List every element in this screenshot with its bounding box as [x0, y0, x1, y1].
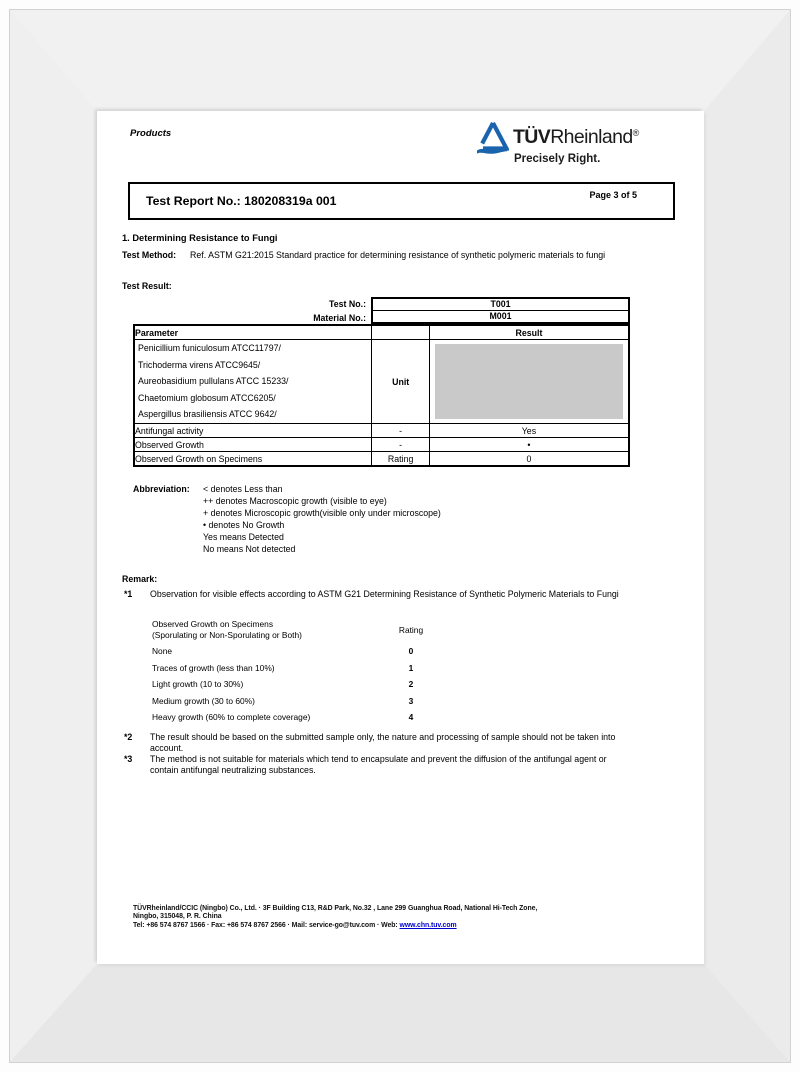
test-result-label: Test Result: [122, 281, 172, 291]
row-parameter: Observed Growth [134, 438, 372, 452]
result-header: Result [429, 325, 629, 340]
row-unit: Rating [372, 452, 429, 467]
material-no-row [133, 311, 630, 325]
parameter-result-table [133, 324, 630, 467]
footer-line-2: Ningbo, 315048, P. R. China [133, 913, 222, 921]
products-label: Products [130, 128, 172, 139]
abbreviation-line: Yes means Detected [203, 531, 284, 542]
footer-contact: Tel: +86 574 8767 1566 · Fax: +86 574 8767 2566 · Mail: service-go@tuv.com · Web: [133, 921, 400, 929]
test-report-page [97, 111, 704, 964]
rating-table-header [152, 619, 452, 640]
rating-row-value: 1 [408, 662, 414, 673]
test-method-text: Ref. ASTM G21:2015 Standard practice for determining resistance of synthetic polymeric materials to fungi [190, 250, 606, 260]
organism-3: Aureobasidium pullulans ATCC 15233/ [138, 376, 289, 387]
report-number: Test Report No.: 180208319a 001 [146, 194, 337, 208]
result-table [133, 297, 630, 467]
footer-address [133, 905, 537, 930]
picture-frame [10, 10, 790, 1062]
rating-row-label: Light growth (10 to 30%) [152, 679, 244, 690]
row-parameter: Antifungal activity [134, 424, 372, 438]
parameter-header: Parameter [134, 325, 372, 340]
table-row [134, 452, 629, 467]
remark-2-text: The result should be based on the submitted sample only, the nature and processing of sample should not be taken into account. [150, 732, 616, 753]
tuv-rheinland-logo [475, 116, 699, 178]
brand-rheinland: Rheinland [550, 126, 633, 148]
brand-wordmark [513, 126, 639, 149]
footer-line-1: TÜVRheinland/CCIC (Ningbo) Co., Ltd. · 3F Building C13, R&D Park, No.32 , Lane 299 Guanghua Road, National Hi-Tech Zone, [133, 905, 538, 912]
footer-line-3 [133, 922, 537, 930]
table-header-row [134, 325, 629, 340]
abbreviation-list [203, 484, 441, 555]
test-method-label: Test Method: [122, 250, 177, 260]
remark-1-text: Observation for visible effects according to ASTM G21 Determining Resistance of Synthetic Polymeric Materials to Fungi [150, 589, 619, 599]
brand-tagline: Precisely Right. [514, 153, 601, 165]
section-heading: 1. Determining Resistance to Fungi [122, 233, 278, 243]
rating-row [152, 676, 452, 692]
abbreviation-line: < denotes Less than [203, 484, 283, 494]
organism-2: Trichoderma virens ATCC9645/ [138, 359, 261, 370]
row-parameter: Observed Growth on Specimens [134, 452, 372, 467]
redaction-box [435, 344, 623, 419]
unit-header-empty [372, 325, 429, 340]
remark-3-marker: *3 [124, 754, 133, 764]
organism-list [134, 340, 372, 424]
rating-row [152, 692, 452, 708]
row-unit: - [372, 438, 429, 452]
organism-1: Penicillium funiculosum ATCC11797/ [138, 343, 281, 354]
rating-row [152, 709, 452, 725]
rating-row-value: 4 [408, 711, 414, 722]
rating-row-value: 0 [408, 646, 414, 657]
table-row [134, 438, 629, 452]
rating-header: Rating [398, 624, 424, 635]
organisms-row [134, 340, 629, 424]
test-no-value: T001 [371, 297, 630, 311]
row-unit: - [372, 424, 429, 438]
abbreviation-line: + denotes Microscopic growth(visible only under microscope) [203, 507, 441, 518]
test-no-row [133, 297, 630, 311]
rating-row-label: Medium growth (30 to 60%) [152, 695, 255, 706]
abbreviation-line: ++ denotes Macroscopic growth (visible to eye) [203, 495, 387, 506]
organism-5: Aspergillus brasiliensis ATCC 9642/ [138, 409, 277, 420]
rating-row-label: None [152, 646, 173, 657]
remark-1-marker: *1 [124, 589, 133, 599]
organism-4: Chaetomium globosum ATCC6205/ [138, 392, 276, 403]
rating-row [152, 643, 452, 659]
rating-row-value: 3 [408, 695, 414, 706]
rating-header-line2: (Sporulating or Non-Sporulating or Both) [152, 629, 302, 640]
remark-3-text: The method is not suitable for materials which tend to encapsulate and prevent the diffusion of the antifungal agent or contain antifungal neutralizing substances. [150, 754, 607, 775]
material-no-label: Material No.: [313, 313, 366, 323]
page-indicator: Page 3 of 5 [589, 190, 637, 200]
brand-tuv: TÜV [513, 126, 551, 148]
abbreviation-label: Abbreviation: [133, 484, 190, 494]
report-number-box [128, 182, 675, 220]
unit-label: Unit [372, 340, 429, 424]
result-masked-cell [429, 340, 629, 424]
abbreviation-line: • denotes No Growth [203, 519, 285, 530]
rating-row-label: Traces of growth (less than 10%) [152, 662, 275, 673]
registered-mark: ® [632, 128, 639, 138]
row-result: Yes [429, 424, 629, 438]
rating-header-line1: Observed Growth on Specimens [152, 619, 274, 629]
rating-table [152, 619, 452, 725]
rating-row-label: Heavy growth (60% to complete coverage) [152, 711, 311, 722]
website-link[interactable]: www.chn.tuv.com [399, 921, 457, 929]
material-no-value: M001 [371, 310, 630, 324]
remark-2-marker: *2 [124, 732, 133, 742]
table-row [134, 424, 629, 438]
abbreviation-line: No means Not detected [203, 543, 296, 554]
rating-row [152, 660, 452, 676]
rating-row-value: 2 [408, 679, 414, 690]
row-result: • [429, 438, 629, 452]
test-no-label: Test No.: [329, 299, 366, 309]
remark-label: Remark: [122, 574, 158, 584]
row-result: 0 [429, 452, 629, 467]
